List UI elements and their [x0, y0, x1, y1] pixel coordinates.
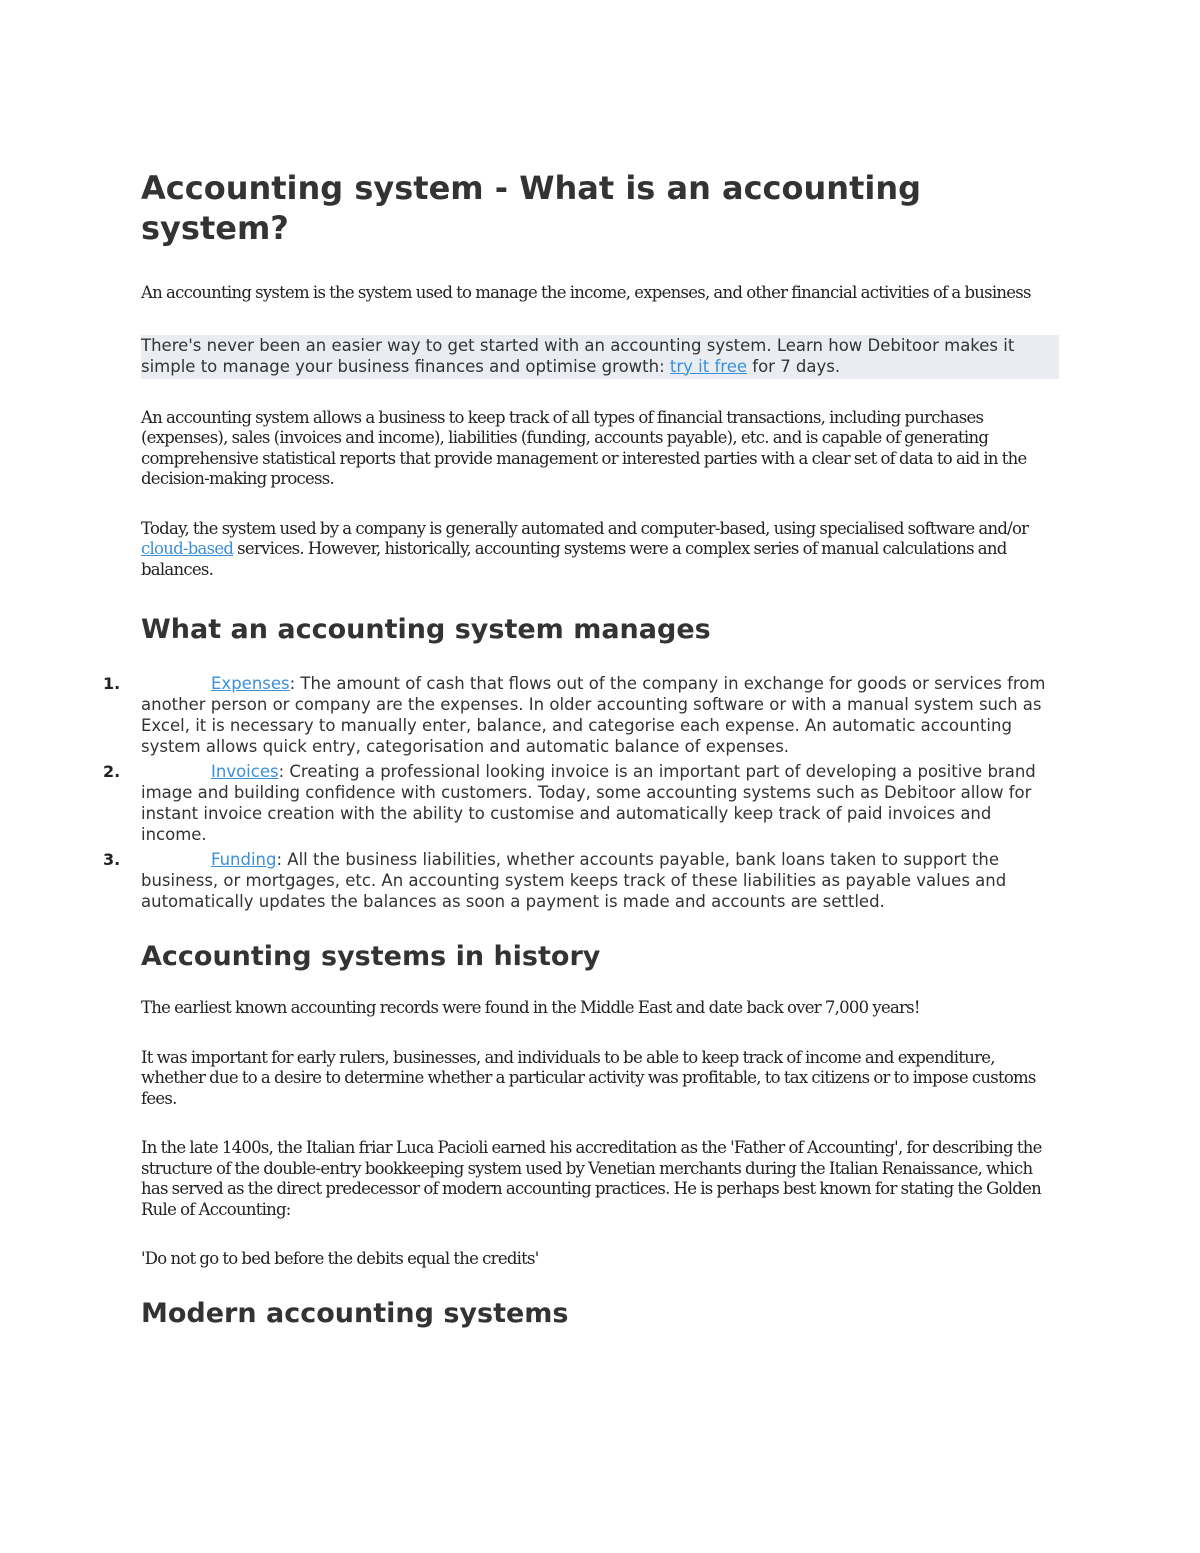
history-paragraph-3: In the late 1400s, the Italian friar Luca Pacioli earned his accreditation as the 'Father of Accounting', for describing the structure of the double-entry bookkeeping system used by Venetian merchants during the Italian Renaissance, which has served as the direct predecessor of modern accounting practices. He is perhaps best known for stating the Golden Rule of Accounting: — [141, 1138, 1042, 1219]
paragraph-today — [141, 519, 1061, 581]
list-item-expenses — [103, 673, 1061, 757]
paragraph-transactions: An accounting system allows a business to keep track of all types of financial transactions, including purchases (expenses), sales (invoices and income), liabilities (funding, accounts payable), etc. and is capable of generating comprehensive statistical reports that provide management or interested parties with a clear set of data to aid in the decision-making process. — [141, 407, 1027, 488]
invoices-link[interactable]: Invoices — [211, 762, 279, 781]
expenses-text: : The amount of cash that flows out of the company in exchange for goods or services from another person or company are the expenses. In older accounting software or with a manual system such as Excel, it is necessary to manually enter, balance, and categorise each expense. An automatic accounting system allows quick entry, categorisation and automatic balance of expenses. — [141, 674, 1046, 756]
page-title: Accounting system - What is an accounting system? — [141, 169, 922, 247]
golden-rule-quote: 'Do not go to bed before the debits equal the credits' — [141, 1249, 539, 1268]
history-paragraph-2: It was important for early rulers, businesses, and individuals to be able to keep track of income and expenditure, whether due to a desire to determine whether a particular activity was profitable, to tax citizens or to impose customs fees. — [141, 1047, 1036, 1108]
callout-paragraph — [141, 335, 1059, 377]
callout-text-end: for 7 days. — [747, 356, 841, 376]
callout-box — [141, 335, 1059, 379]
heading-modern: Modern accounting systems — [141, 1297, 569, 1329]
today-text: Today, the system used by a company is generally automated and computer-based, using specialised software and/or — [141, 518, 1029, 538]
funding-link[interactable]: Funding — [211, 850, 277, 869]
heading-manages: What an accounting system manages — [141, 614, 711, 645]
heading-history: Accounting systems in history — [141, 941, 601, 972]
invoices-text: : Creating a professional looking invoice is an important part of developing a positive brand image and building confidence with customers. Today, some accounting systems such as Debitoor allow for instant invoice creation with the ability to customise and automatically keep track of paid invoices and income. — [141, 762, 1036, 844]
try-it-free-link[interactable]: try it free — [669, 356, 748, 376]
list-item-funding — [103, 849, 1061, 912]
list-number: 1. — [103, 674, 121, 693]
manages-list — [103, 673, 1061, 912]
list-number: 2. — [103, 762, 121, 781]
intro-paragraph: An accounting system is the system used to manage the income, expenses, and other financial activities of a business — [141, 283, 1031, 302]
funding-text: : All the business liabilities, whether accounts payable, bank loans taken to support the business, or mortgages, etc. An accounting system keeps track of these liabilities as payable values and automatically updates the balances as soon a payment is made and accounts are settled. — [141, 850, 1007, 911]
callout-text: There's never been an easier way to get started with an accounting system. Learn how Debitoor makes it simple to manage your business finances and optimise growth: — [141, 335, 1015, 376]
today-text-end: services. However, historically, accounting systems were a complex series of manual calculations and balances. — [141, 539, 1007, 579]
history-paragraph-1: The earliest known accounting records were found in the Middle East and date back over 7,000 years! — [141, 998, 920, 1017]
document-page — [103, 168, 1061, 1331]
list-number: 3. — [103, 850, 121, 869]
list-item-invoices — [103, 761, 1061, 845]
expenses-link[interactable]: Expenses — [211, 674, 290, 693]
cloud-based-link[interactable]: cloud-based — [141, 539, 234, 558]
